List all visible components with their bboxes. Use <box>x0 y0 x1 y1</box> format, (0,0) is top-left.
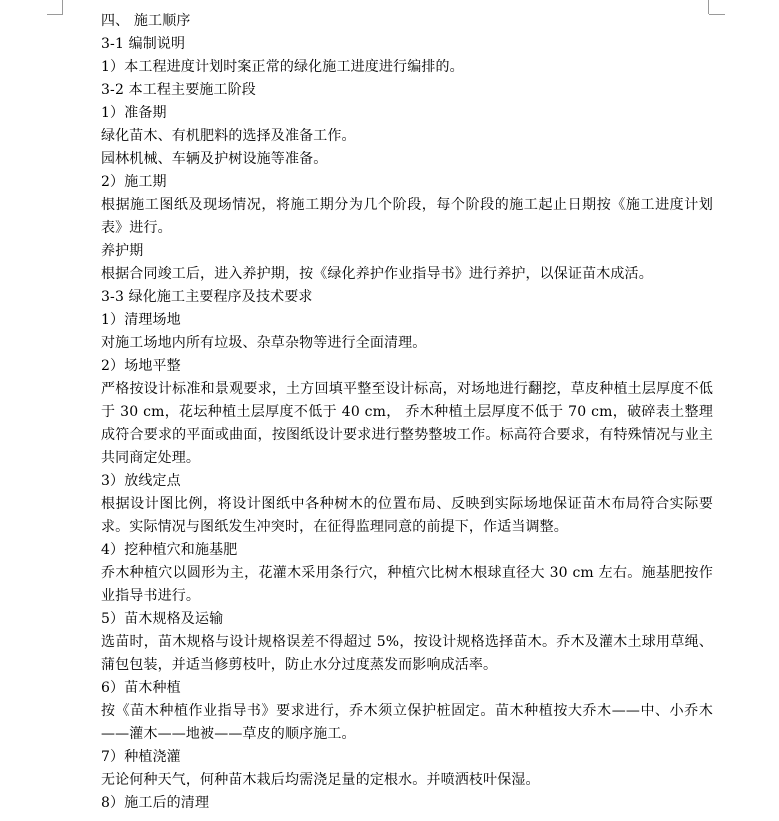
document-body <box>101 10 713 815</box>
item-title-construction: 2）施工期 <box>101 174 167 190</box>
subsection-title-3-2: 3-2 本工程主要施工阶段 <box>101 82 256 98</box>
section-heading: 四、 施工顺序 <box>101 13 191 29</box>
paragraph: 选苗时，苗木规格与设计规格误差不得超过 5%，按设计规格选择苗木。乔木及灌木土球用草绳、蒲包包装，并适当修剪枝叶，防止水分过度蒸发而影响成活率。 <box>101 634 713 673</box>
paragraph: 按《苗木种植作业指导书》要求进行，乔木须立保护桩固定。苗木种植按大乔木——中、小乔木——灌木——地被——草皮的顺序施工。 <box>101 703 713 742</box>
page-corner-mark-left <box>62 0 63 14</box>
item-title-maintenance: 养护期 <box>101 243 144 259</box>
item-title-planting-pits: 4）挖种植穴和施基肥 <box>101 542 238 558</box>
paragraph: 乔木种植穴以圆形为主，花灌木采用条行穴，种植穴比树木根球直径大 30 cm 左右。施基肥按作业指导书进行。 <box>101 565 713 604</box>
paragraph: 绿化苗木、有机肥料的选择及准备工作。 <box>101 128 356 144</box>
item-title-site-clearing: 1）清理场地 <box>101 312 181 328</box>
item-title-seedling-spec: 5）苗木规格及运输 <box>101 611 224 627</box>
subsection-title-3-1: 3-1 编制说明 <box>101 36 186 52</box>
item-title-cleanup: 8）施工后的清理 <box>101 795 210 811</box>
paragraph: 根据设计图比例，将设计图纸中各种树木的位置布局、反映到实际场地保证苗木布局符合实际要求。实际情况与图纸发生冲突时，在征得监理同意的前提下，作适当调整。 <box>101 496 713 535</box>
paragraph: 对施工场地内所有垃圾、杂草杂物等进行全面清理。 <box>101 335 427 351</box>
subsection-title-3-3: 3-3 绿化施工主要程序及技术要求 <box>101 289 313 305</box>
paragraph: 根据合同竣工后，进入养护期，按《绿化养护作业指导书》进行养护，以保证苗木成活。 <box>101 266 653 282</box>
paragraph: 1）本工程进度计划时案正常的绿化施工进度进行编排的。 <box>101 59 464 75</box>
item-title-staking: 3）放线定点 <box>101 473 181 489</box>
item-title-planting: 6）苗木种植 <box>101 680 181 696</box>
item-title-watering: 7）种植浇灌 <box>101 749 181 765</box>
item-title-preparation: 1）准备期 <box>101 105 167 121</box>
paragraph: 根据施工图纸及现场情况，将施工期分为几个阶段，每个阶段的施工起止日期按《施工进度计划表》进行。 <box>101 197 713 236</box>
item-title-site-leveling: 2）场地平整 <box>101 358 181 374</box>
paragraph: 严格按设计标准和景观要求，土方回填平整至设计标高，对场地进行翻挖，草皮种植土层厚度不低于 30 cm，花坛种植土层厚度不低于 40 cm， 乔木种植土层厚度不低于 70 cm，破碎表土整理成符合要求的平面或曲面，按图纸设计要求进行整势整坡工作。标高符合要求，有特殊情况与业主共同商定处理。 <box>101 381 713 466</box>
paragraph: 园林机械、车辆及护树设施等准备。 <box>101 151 328 167</box>
paragraph: 无论何种天气，何种苗木栽后均需浇足量的定根水。并喷洒枝叶保湿。 <box>101 772 540 788</box>
